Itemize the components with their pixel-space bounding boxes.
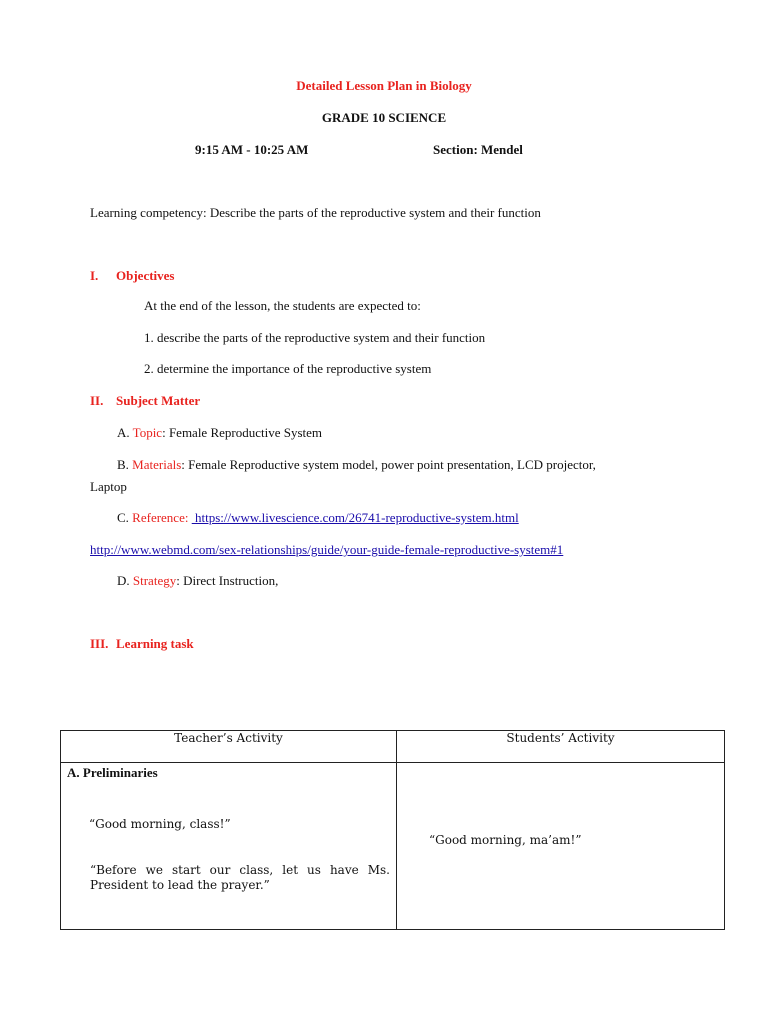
strategy-line <box>117 573 278 589</box>
class-section: Section: Mendel <box>433 142 523 157</box>
grade-heading: GRADE 10 SCIENCE <box>321 110 447 125</box>
objectives-numeral: I. <box>90 268 99 283</box>
objectives-intro: At the end of the lesson, the students are expected to: <box>144 298 421 313</box>
topic-value: : Female Reproductive System <box>162 425 323 440</box>
reference-link-livescience[interactable]: https://www.livescience.com/26741-reproductive-system.html <box>191 510 519 525</box>
strategy-label: Strategy <box>132 573 177 588</box>
learning-task-numeral: III. <box>90 636 109 651</box>
materials-line <box>117 457 596 473</box>
preliminaries-label: A. Preliminaries <box>67 765 158 780</box>
reference-line <box>117 510 519 526</box>
subject-matter-numeral: II. <box>90 393 104 408</box>
class-time: 9:15 AM - 10:25 AM <box>195 142 309 157</box>
topic-line <box>117 425 322 441</box>
students-activity-header: Students’ Activity <box>397 731 725 763</box>
topic-label: Topic <box>132 425 163 440</box>
teacher-activity-cell <box>61 763 397 930</box>
teacher-prayer-request: “Before we start our class, let us have Ms. President to lead the prayer.” <box>90 863 390 892</box>
document-title: Detailed Lesson Plan in Biology <box>296 78 472 93</box>
table-header-row <box>61 731 725 763</box>
strategy-value: : Direct Instruction, <box>176 573 279 588</box>
materials-prefix: B. <box>117 457 133 472</box>
student-greeting: “Good morning, ma’am!” <box>429 833 582 847</box>
learning-task-heading <box>90 636 194 652</box>
subject-matter-heading <box>90 393 200 409</box>
students-activity-cell <box>397 763 725 930</box>
materials-label: Materials <box>132 457 182 472</box>
activity-table <box>60 730 725 930</box>
subject-matter-heading-text: Subject Matter <box>116 393 201 408</box>
table-row <box>61 763 725 930</box>
learning-task-heading-text: Learning task <box>116 636 194 651</box>
objective-item-1: 1. describe the parts of the reproductive system and their function <box>144 330 486 345</box>
strategy-prefix: D. <box>117 573 133 588</box>
topic-prefix: A. <box>117 425 133 440</box>
teacher-greeting: “Good morning, class!” <box>89 817 231 831</box>
reference-link-webmd[interactable]: http://www.webmd.com/sex-relationships/guide/your-guide-female-reproductive-system#1 <box>90 542 564 557</box>
teacher-activity-header: Teacher’s Activity <box>61 731 397 763</box>
materials-continuation: Laptop <box>90 479 127 494</box>
objective-item-2: 2. determine the importance of the reproductive system <box>144 361 432 376</box>
objectives-heading-text: Objectives <box>116 268 175 283</box>
reference-label: Reference: <box>132 510 189 525</box>
learning-competency: Learning competency: Describe the parts of the reproductive system and their function <box>90 205 541 220</box>
reference-prefix: C. <box>117 510 133 525</box>
materials-value: : Female Reproductive system model, power point presentation, LCD projector, <box>181 457 596 472</box>
objectives-heading <box>90 268 174 284</box>
